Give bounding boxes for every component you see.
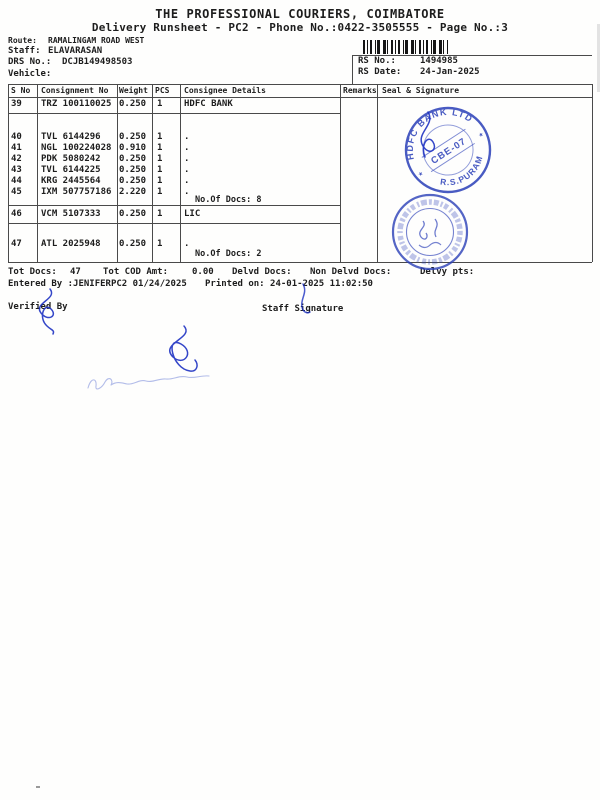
col-header-consignment: Consignment No: [41, 86, 109, 95]
stamp-outer-ring: [393, 195, 467, 269]
printed-on-text: Printed on: 24-01-2025 11:02:50: [205, 279, 373, 289]
col-header-remarks: Remarks: [343, 86, 377, 95]
cell-weight: 0.250: [119, 239, 147, 249]
column-divider: [37, 84, 38, 262]
cell-weight: 0.250: [119, 165, 147, 175]
cell-sno: 40: [11, 132, 22, 142]
cell-consignment: KRG 2445564: [41, 176, 101, 186]
cell-weight: 0.250: [119, 154, 147, 164]
tot-cod-value: 0.00: [192, 267, 214, 277]
svg-text:R.S.PURAM: [435, 151, 490, 196]
docs-count-note: No.Of Docs: 8: [195, 195, 262, 205]
stamp-band-line: [431, 143, 475, 171]
col-header-consignee: Consignee Details: [184, 86, 266, 95]
cell-sno: 39: [11, 99, 22, 109]
stamp-emblem: [420, 221, 427, 239]
column-divider: [152, 84, 153, 262]
cell-consignment: VCM 5107333: [41, 209, 101, 219]
scan-artifact: [36, 786, 40, 788]
group-divider: [8, 205, 340, 206]
column-divider: [180, 84, 181, 262]
cell-pcs: 1: [157, 154, 163, 164]
rs-no-label: RS No.:: [358, 56, 396, 66]
cell-sno: 43: [11, 165, 22, 175]
vehicle-label: Vehicle:: [8, 69, 52, 79]
cell-pcs: 1: [157, 99, 163, 109]
table-left-border: [8, 84, 9, 262]
tot-cod-label: Tot COD Amt:: [103, 267, 169, 277]
table-top-border: [8, 84, 592, 85]
rs-no-value: 1494985: [420, 56, 458, 66]
tot-docs-label: Tot Docs:: [8, 267, 57, 277]
cell-sno: 41: [11, 143, 22, 153]
cell-sno: 47: [11, 239, 22, 249]
drs-no-value: DCJB149498503: [62, 57, 133, 67]
cell-consignment: NGL 100224028: [41, 143, 112, 153]
rs-barcode: [363, 40, 448, 54]
route-label: Route:: [8, 36, 37, 45]
route-value: RAMALINGAM ROAD WEST: [48, 36, 145, 45]
delvy-pts-label: Delvy pts:: [420, 267, 475, 277]
group-divider: [8, 223, 340, 224]
cell-consignee: .: [184, 132, 190, 142]
cell-sno: 44: [11, 176, 22, 186]
table-bottom-border: [8, 262, 592, 263]
lic-stamp: [393, 195, 467, 269]
verified-by-label: Verified By: [8, 302, 68, 312]
docs-count-note: No.Of Docs: 2: [195, 249, 262, 259]
cell-consignment: IXM 507757186: [41, 187, 112, 197]
hdfc-stamp-branch: R.S.PURAM: [439, 154, 485, 188]
stamp-ring-text-blur: [400, 202, 460, 262]
stamp-inner-ring: [407, 209, 454, 256]
stamp-band-line: [422, 129, 466, 157]
signature-ink: [170, 326, 197, 371]
delvd-docs-label: Delvd Docs:: [232, 267, 292, 277]
cell-consignment: TRZ 100110025: [41, 99, 112, 109]
cell-weight: 0.250: [119, 176, 147, 186]
stamp-emblem: [419, 243, 441, 248]
cell-consignee: LIC: [184, 209, 201, 219]
hdfc-bank-stamp: [389, 91, 506, 208]
cell-consignment: ATL 2025948: [41, 239, 101, 249]
page-title: THE PROFESSIONAL COURIERS, COIMBATORE: [155, 7, 445, 21]
cell-pcs: 1: [157, 143, 163, 153]
stamp-inner-ring: [413, 115, 482, 184]
hdfc-stamp-code: CBE-07: [429, 135, 469, 167]
cell-consignment: PDK 5080242: [41, 154, 101, 164]
hdfc-stamp-star-icon: ★: [476, 129, 486, 140]
cell-sno: 45: [11, 187, 22, 197]
cell-consignment: TVL 6144296: [41, 132, 101, 142]
col-header-pcs: PCS: [155, 86, 170, 95]
cell-consignee: .: [184, 176, 190, 186]
cell-pcs: 1: [157, 165, 163, 175]
stamp-outer-ring: [390, 92, 506, 208]
staff-value: ELAVARASAN: [48, 46, 103, 56]
col-header-sno: S No: [11, 86, 31, 95]
cell-pcs: 1: [157, 132, 163, 142]
cell-pcs: 1: [157, 209, 163, 219]
stamp-emblem: [435, 219, 437, 237]
staff-label: Staff:: [8, 46, 41, 56]
non-delvd-docs-label: Non Delvd Docs:: [310, 267, 392, 277]
col-header-weight: Weight: [119, 86, 148, 95]
tot-docs-value: 47: [70, 267, 81, 277]
svg-text:HDFC BANK LTD: [390, 91, 477, 164]
faint-pen-scribble: [88, 376, 209, 389]
cell-consignee: .: [184, 165, 190, 175]
cell-consignee: .: [184, 239, 190, 249]
cell-weight: 0.250: [119, 209, 147, 219]
table-right-border: [592, 84, 593, 262]
cell-pcs: 1: [157, 239, 163, 249]
signature-ink: [421, 112, 434, 157]
cell-sno: 42: [11, 154, 22, 164]
entered-by-text: Entered By :JENIFERPC2 01/24/2025: [8, 279, 187, 289]
cell-consignee: .: [184, 154, 190, 164]
cell-weight: 0.910: [119, 143, 147, 153]
col-header-seal: Seal & Signature: [382, 86, 460, 95]
cell-weight: 0.250: [119, 99, 147, 109]
cell-pcs: 1: [157, 187, 163, 197]
staff-signature-label: Staff Signature: [262, 304, 344, 314]
cell-consignee: .: [184, 143, 190, 153]
cell-consignment: TVL 6144225: [41, 165, 101, 175]
group-divider: [8, 113, 340, 114]
hdfc-stamp-bank-name: HDFC BANK LTD: [404, 106, 475, 161]
cell-weight: 2.220: [119, 187, 147, 197]
drs-no-label: DRS No.:: [8, 57, 52, 67]
column-divider: [340, 84, 341, 262]
rs-box-divider: [352, 55, 353, 84]
header-underline: [8, 97, 592, 98]
page-subtitle: Delivery Runsheet - PC2 - Phone No.:0422-3505555 - Page No.:3: [91, 21, 509, 34]
cell-weight: 0.250: [119, 132, 147, 142]
rs-date-value: 24-Jan-2025: [420, 67, 480, 77]
cell-consignee: .: [184, 187, 190, 197]
column-divider: [117, 84, 118, 262]
cell-consignee: HDFC BANK: [184, 99, 233, 109]
rs-date-label: RS Date:: [358, 67, 402, 77]
column-divider: [377, 84, 378, 262]
cell-sno: 46: [11, 209, 22, 219]
hdfc-stamp-star-icon: ★: [415, 168, 425, 179]
cell-pcs: 1: [157, 176, 163, 186]
